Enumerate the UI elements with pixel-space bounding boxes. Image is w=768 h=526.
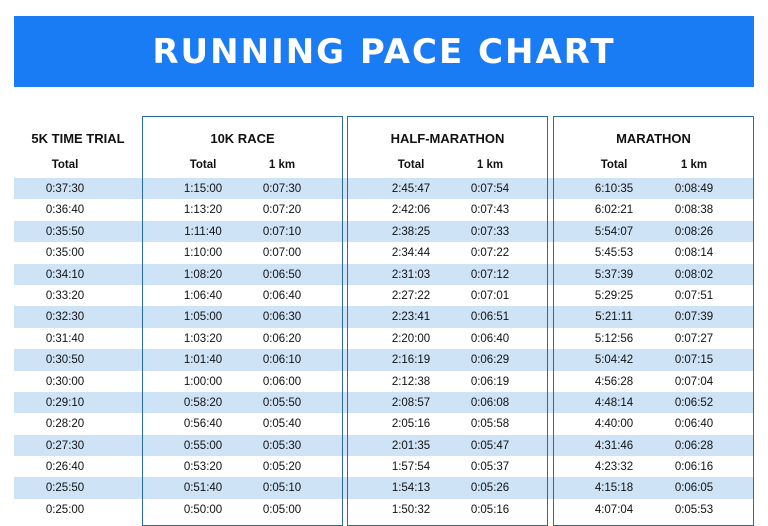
table-row — [143, 265, 342, 286]
cell-marathon-km: 0:08:49 — [674, 183, 714, 195]
col-half-total: Total — [397, 159, 425, 171]
table-row — [554, 414, 753, 435]
rows-half — [348, 179, 547, 521]
section-10k-title: 10K RACE — [210, 131, 275, 146]
table-row — [348, 350, 547, 371]
table-row — [348, 478, 547, 499]
table-row — [348, 329, 547, 350]
table-row — [348, 265, 547, 286]
cell-10k-km: 0:05:10 — [262, 482, 302, 495]
table-row — [15, 200, 141, 221]
table-row — [348, 200, 547, 221]
cell-10k-total: 1:15:00 — [183, 183, 223, 195]
cell-10k-total: 0:50:00 — [183, 503, 223, 516]
cell-half-km: 0:06:19 — [470, 375, 510, 388]
cell-marathon-km: 0:06:52 — [674, 396, 714, 409]
cell-half-km: 0:06:40 — [470, 332, 510, 345]
table-row — [15, 222, 141, 243]
cell-marathon-total: 5:54:07 — [594, 225, 634, 238]
section-marathon — [553, 116, 754, 526]
cell-half-total: 2:38:25 — [391, 225, 431, 238]
cell-half-km: 0:06:08 — [470, 396, 510, 409]
cell-5k-total: 0:35:50 — [45, 225, 85, 238]
section-half-title: HALF-MARATHON — [390, 131, 505, 146]
table-row — [554, 200, 753, 221]
cell-half-total: 2:42:06 — [391, 204, 431, 217]
col-5k-total: Total — [51, 159, 79, 171]
cell-5k-total: 0:25:00 — [45, 503, 85, 516]
cell-half-km: 0:06:29 — [470, 354, 510, 367]
table-row — [15, 350, 141, 371]
cell-half-km: 0:05:37 — [470, 461, 510, 474]
cell-10k-km: 0:06:10 — [262, 354, 302, 367]
cell-10k-total: 1:01:40 — [183, 354, 223, 367]
cell-marathon-km: 0:05:53 — [674, 503, 714, 516]
table-row — [143, 436, 342, 457]
table-row — [143, 200, 342, 221]
cell-10k-km: 0:06:30 — [262, 311, 302, 324]
table-row — [348, 393, 547, 414]
cell-marathon-total: 4:56:28 — [594, 375, 634, 388]
table-row — [143, 500, 342, 521]
cell-10k-total: 1:10:00 — [183, 247, 223, 260]
cell-10k-km: 0:07:30 — [262, 183, 302, 195]
table-row — [348, 179, 547, 200]
cell-half-total: 1:54:13 — [391, 482, 431, 495]
cell-marathon-total: 4:48:14 — [594, 396, 634, 409]
table-row — [15, 500, 141, 521]
cell-half-km: 0:07:01 — [470, 289, 510, 302]
cell-10k-total: 1:13:20 — [183, 204, 223, 217]
cell-half-km: 0:05:16 — [470, 503, 510, 516]
cell-5k-total: 0:32:30 — [45, 311, 85, 324]
cell-10k-total: 0:53:20 — [183, 461, 223, 474]
table-row — [348, 414, 547, 435]
cell-10k-km: 0:07:10 — [262, 225, 302, 238]
cell-10k-km: 0:06:20 — [262, 332, 302, 345]
table-row — [554, 265, 753, 286]
cell-marathon-km: 0:06:40 — [674, 418, 714, 431]
table-row — [143, 393, 342, 414]
cell-half-km: 0:06:51 — [470, 311, 510, 324]
table-row — [143, 414, 342, 435]
cell-marathon-total: 4:15:18 — [594, 482, 634, 495]
table-row — [15, 478, 141, 499]
cell-half-total: 2:01:35 — [391, 439, 431, 452]
section-half-marathon — [347, 116, 548, 526]
cell-half-total: 2:31:03 — [391, 268, 431, 281]
cell-marathon-km: 0:07:51 — [674, 289, 714, 302]
section-marathon-title: MARATHON — [616, 131, 691, 146]
table-row — [15, 286, 141, 307]
rows-marathon — [554, 179, 753, 521]
table-row — [143, 372, 342, 393]
cell-half-total: 2:16:19 — [391, 354, 431, 367]
cell-10k-total: 0:58:20 — [183, 396, 223, 409]
cell-10k-km: 0:07:20 — [262, 204, 302, 217]
cell-marathon-km: 0:06:28 — [674, 439, 714, 452]
cell-marathon-total: 4:40:00 — [594, 418, 634, 431]
rows-5k — [15, 179, 141, 521]
table-row — [15, 243, 141, 264]
col-10k-total: Total — [189, 159, 217, 171]
cell-5k-total: 0:25:50 — [45, 482, 85, 495]
cell-5k-total: 0:26:40 — [45, 461, 85, 474]
cell-10k-km: 0:06:00 — [262, 375, 302, 388]
table-row — [348, 243, 547, 264]
cell-marathon-total: 5:29:25 — [594, 289, 634, 302]
cell-marathon-km: 0:08:26 — [674, 225, 714, 238]
table-row — [15, 179, 141, 200]
cell-marathon-total: 4:31:46 — [594, 439, 634, 452]
col-marathon-km: 1 km — [680, 159, 708, 171]
cell-marathon-total: 5:37:39 — [594, 268, 634, 281]
cell-marathon-total: 5:21:11 — [595, 311, 633, 324]
table-row — [143, 307, 342, 328]
table-row — [143, 179, 342, 200]
rows-10k — [143, 179, 342, 521]
cell-5k-total: 0:36:40 — [45, 204, 85, 217]
cell-half-total: 2:05:16 — [391, 418, 431, 431]
table-row — [554, 500, 753, 521]
cell-10k-total: 0:56:40 — [183, 418, 223, 431]
cell-marathon-km: 0:08:02 — [674, 268, 714, 281]
cell-10k-km: 0:06:50 — [262, 268, 302, 281]
table-row — [554, 307, 753, 328]
table-row — [554, 179, 753, 200]
cell-half-total: 1:50:32 — [391, 503, 431, 516]
cell-10k-total: 1:06:40 — [183, 289, 223, 302]
cell-10k-km: 0:07:00 — [262, 247, 302, 260]
cell-half-total: 2:12:38 — [391, 375, 431, 388]
col-half-km: 1 km — [476, 159, 504, 171]
table-row — [143, 222, 342, 243]
table-row — [143, 457, 342, 478]
cell-10k-total: 1:08:20 — [183, 268, 223, 281]
table-row — [554, 372, 753, 393]
table-row — [554, 457, 753, 478]
cell-5k-total: 0:35:00 — [45, 247, 85, 260]
cell-5k-total: 0:34:10 — [45, 268, 85, 281]
table-row — [143, 350, 342, 371]
cell-5k-total: 0:30:00 — [45, 375, 85, 388]
table-row — [15, 393, 141, 414]
table-row — [348, 222, 547, 243]
table-row — [15, 457, 141, 478]
table-row — [554, 436, 753, 457]
table-row — [15, 372, 141, 393]
cell-10k-km: 0:05:20 — [262, 461, 302, 474]
cell-marathon-km: 0:06:05 — [674, 482, 714, 495]
cell-5k-total: 0:37:30 — [45, 183, 85, 195]
cell-10k-km: 0:05:00 — [262, 503, 302, 516]
table-row — [15, 265, 141, 286]
cell-10k-km: 0:05:50 — [262, 396, 302, 409]
cell-5k-total: 0:28:20 — [45, 418, 85, 431]
cell-10k-km: 0:05:40 — [262, 418, 302, 431]
cell-half-km: 0:07:33 — [470, 225, 510, 238]
table-row — [15, 329, 141, 350]
cell-half-total: 2:20:00 — [391, 332, 431, 345]
table-row — [348, 500, 547, 521]
cell-half-total: 2:45:47 — [391, 183, 431, 195]
cell-marathon-km: 0:07:15 — [674, 354, 714, 367]
cell-10k-total: 1:03:20 — [183, 332, 223, 345]
table-row — [554, 393, 753, 414]
col-marathon-total: Total — [600, 159, 628, 171]
cell-10k-km: 0:06:40 — [262, 289, 302, 302]
cell-half-km: 0:05:47 — [470, 439, 510, 452]
table-row — [348, 307, 547, 328]
cell-5k-total: 0:30:50 — [45, 354, 85, 367]
section-5k — [14, 116, 142, 526]
section-5k-title: 5K TIME TRIAL — [31, 131, 125, 146]
table-row — [554, 243, 753, 264]
col-10k-km: 1 km — [268, 159, 296, 171]
cell-marathon-total: 6:02:21 — [594, 204, 634, 217]
cell-5k-total: 0:33:20 — [45, 289, 85, 302]
cell-marathon-total: 5:45:53 — [594, 247, 634, 260]
table-row — [15, 436, 141, 457]
cell-half-km: 0:07:12 — [470, 268, 510, 281]
cell-10k-total: 0:51:40 — [183, 482, 223, 495]
table-row — [348, 286, 547, 307]
top-strip — [0, 0, 768, 8]
cell-marathon-km: 0:07:39 — [674, 311, 714, 324]
cell-half-total: 2:34:44 — [391, 247, 431, 260]
table-row — [554, 350, 753, 371]
cell-marathon-total: 4:07:04 — [594, 503, 634, 516]
cell-marathon-total: 6:10:35 — [594, 183, 634, 195]
cell-half-km: 0:07:54 — [470, 183, 510, 195]
title-banner — [14, 16, 754, 87]
cell-marathon-km: 0:08:14 — [674, 247, 714, 260]
table-row — [554, 222, 753, 243]
table-row — [348, 436, 547, 457]
cell-10k-km: 0:05:30 — [262, 439, 302, 452]
table-row — [143, 286, 342, 307]
section-10k — [142, 116, 343, 526]
table-row — [15, 307, 141, 328]
table-row — [348, 372, 547, 393]
cell-10k-total: 0:55:00 — [183, 439, 223, 452]
cell-half-km: 0:05:26 — [470, 482, 510, 495]
cell-5k-total: 0:29:10 — [45, 396, 85, 409]
cell-5k-total: 0:27:30 — [45, 439, 85, 452]
cell-10k-total: 1:00:00 — [183, 375, 223, 388]
cell-half-km: 0:07:43 — [470, 204, 510, 217]
cell-half-total: 2:08:57 — [391, 396, 431, 409]
table-row — [554, 478, 753, 499]
cell-half-km: 0:07:22 — [470, 247, 510, 260]
cell-5k-total: 0:31:40 — [45, 332, 85, 345]
table-row — [554, 329, 753, 350]
table-row — [15, 414, 141, 435]
cell-marathon-total: 4:23:32 — [594, 461, 634, 474]
table-row — [143, 478, 342, 499]
page-title: RUNNING PACE CHART — [152, 31, 616, 72]
cell-marathon-total: 5:12:56 — [594, 332, 634, 345]
cell-half-total: 2:27:22 — [391, 289, 431, 302]
cell-half-total: 2:23:41 — [391, 311, 431, 324]
cell-marathon-km: 0:08:38 — [674, 204, 714, 217]
cell-marathon-total: 5:04:42 — [594, 354, 634, 367]
cell-marathon-km: 0:06:16 — [674, 461, 714, 474]
cell-half-km: 0:05:58 — [470, 418, 510, 431]
table-row — [143, 243, 342, 264]
cell-half-total: 1:57:54 — [391, 461, 431, 474]
table-row — [348, 457, 547, 478]
cell-10k-total: 1:11:40 — [184, 225, 222, 238]
cell-10k-total: 1:05:00 — [183, 311, 223, 324]
cell-marathon-km: 0:07:04 — [674, 375, 714, 388]
cell-marathon-km: 0:07:27 — [674, 332, 714, 345]
table-row — [554, 286, 753, 307]
table-row — [143, 329, 342, 350]
